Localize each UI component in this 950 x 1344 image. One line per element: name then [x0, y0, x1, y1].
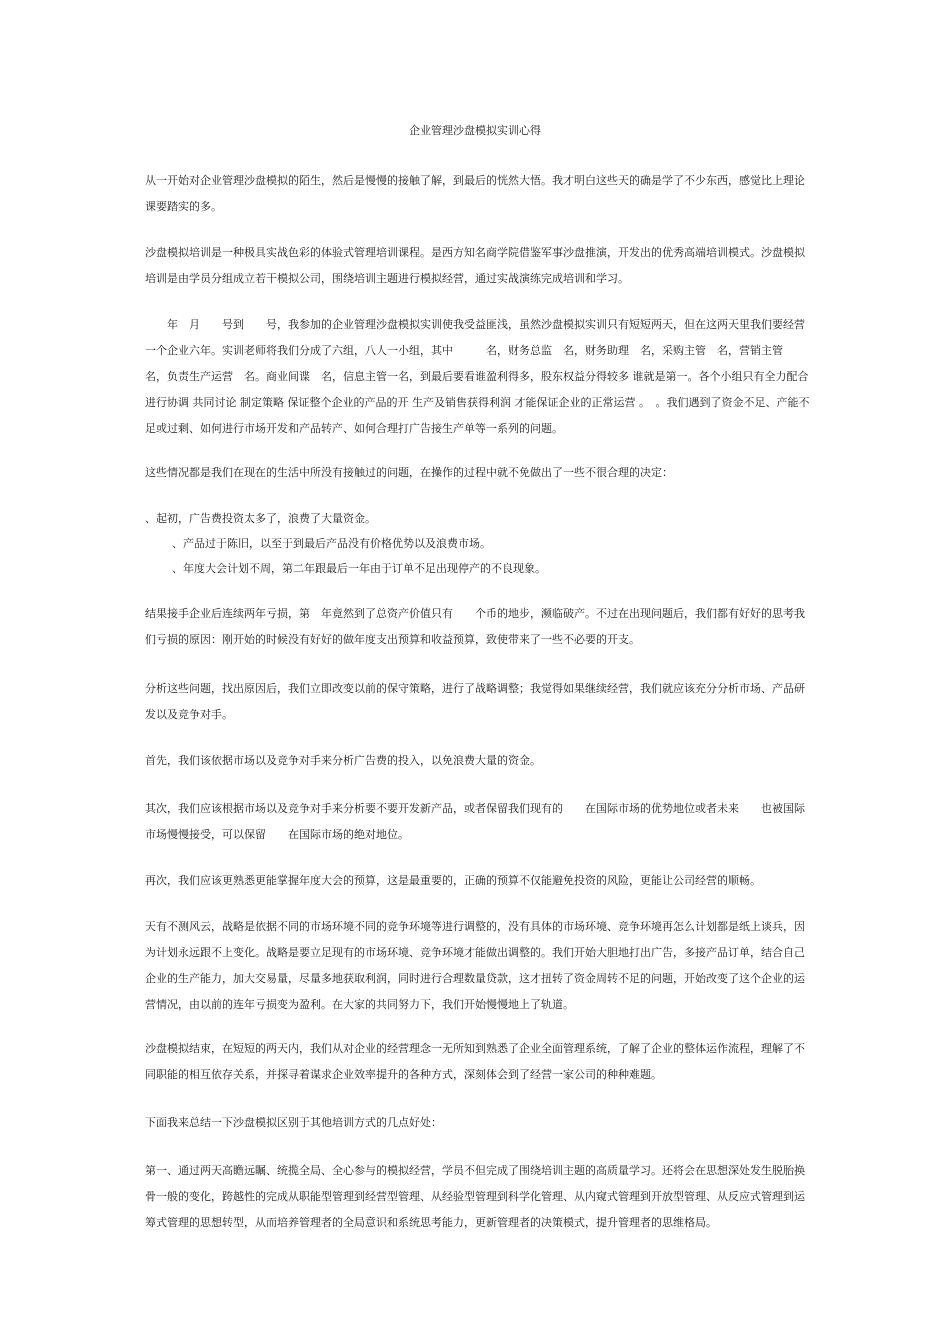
paragraph-losses: 结果接手企业后连续两年亏损，第 年竟然到了总资产价值只有 个币的地步，濒临破产。不过在出现问题后，我们都有好好的思考我们亏损的原因：刚开始的时候没有好好的做年度支出预算和收益预算，致使带来了一些不必要的开支。: [145, 607, 805, 646]
paragraph-training-experience: 年 月 号到 号，我参加的企业管理沙盘模拟实训使我受益匪浅，虽然沙盘模拟实训只有短短两天，但在这两天里我们要经营一个企业六年。实训老师将我们分成了六组，八人一小组，其中 名，财务总监 名，财务助理 名，采购主管 名，营销主管 名，负责生产运营 名。商业间谍 名，信息主管一名，到最后要看谁盈利得多，股东权益分得较多 谁就是第一。各个小组只有全力配合 进行协调 共同讨论 制定策略 保证整个企业的产品的开 生产及销售获得利润 才能保证企业的正常运营 。 。我们遇到了资金不足、产能不足或过剩、如何进行市场开发和产品转产、如何合理打广告接生产单等一系列的问题。: [145, 318, 810, 435]
paragraph-analysis: 分析这些问题，找出原因后，我们立即改变以前的保守策略，进行了战略调整；我觉得如果继续经营，我们就应该充分分析市场、产品研发以及竞争对手。: [145, 682, 805, 721]
list-item: 、产品过于陈旧，以至于到最后产品没有价格优势以及浪费市场。: [172, 537, 491, 550]
paragraph-summary-intro: 下面我来总结一下沙盘模拟区别于其他培训方式的几点好处：: [145, 1116, 442, 1129]
paragraph-third: 再次，我们应该更熟悉更能掌握年度大会的预算，这是最重要的，正确的预算不仅能避免投资的风险，更能让公司经营的顺畅。: [145, 874, 761, 887]
paragraph-benefit-one: 第一、通过两天高瞻远瞩、统揽全局、全心参与的模拟经营，学员不但完成了围绕培训主题的高质量学习。还将会在思想深处发生脱胎换骨一般的变化，跨越性的完成从职能型管理到经营型管理、从经验型管理到科学化管理、从内窥式管理到开放型管理、从反应式管理到运筹式管理的思想转型，从而培养管理者的全局意识和系统思考能力，更新管理者的决策模式，提升管理者的思维格局。: [145, 1164, 805, 1229]
paragraph-intro: 从一开始对企业管理沙盘模拟的陌生，然后是慢慢的接触了解，到最后的恍然大悟。我才明白这些天的确是学了不少东西，感觉比上理论课要踏实的多。: [145, 174, 805, 213]
paragraph-sandbox-training: 沙盘模拟培训是一种极具实战色彩的体验式管理培训课程。是西方知名商学院借鉴军事沙盘推演，开发出的优秀高端培训模式。沙盘模拟培训是由学员分组成立若干模拟公司，围绕培训主题进行模拟经营，通过实战演练完成培训和学习。: [145, 246, 805, 285]
paragraph-strategy: 天有不测风云，战略是依据不同的市场环境不同的竞争环境等进行调整的，没有具体的市场环境、竞争环境再怎么计划都是纸上谈兵，因为计划永远跟不上变化。战略是要立足现有的市场环境、竞争环境才能做出调整的。我们开始大胆地打出广告，多接产品订单，结合自己企业的生产能力，加大交易量，尽量多地获取利润，同时进行合理数量贷款，这才扭转了资金周转不足的问题，开始改变了这个企业的运营情况，由以前的连年亏损变为盈利。在大家的共同努力下，我们开始慢慢地上了轨道。: [145, 920, 805, 1011]
list-item: 、起初，广告费投资太多了，浪费了大量资金。: [145, 512, 376, 525]
document-title: 企业管理沙盘模拟实训心得: [409, 124, 541, 137]
paragraph-second: 其次，我们应该根据市场以及竞争对手来分析要不要开发新产品，或者保留我们现有的 在国际市场的优势地位或者未来 也被国际市场慢慢接受，可以保留 在国际市场的绝对地位。: [145, 802, 805, 841]
paragraph-first: 首先，我们该依据市场以及竞争对手来分析广告费的投入，以免浪费大量的资金。: [145, 754, 541, 767]
paragraph-situations: 这些情况都是我们在现在的生活中所没有接触过的问题，在操作的过程中就不免做出了一些不很合理的决定：: [145, 466, 673, 479]
list-item: 、年度大会计划不周，第二年跟最后一年由于订单不足出现停产的不良现象。: [172, 562, 546, 575]
paragraph-conclusion: 沙盘模拟结束，在短短的两天内，我们从对企业的经营理念一无所知到熟悉了企业全面管理系统，了解了企业的整体运作流程，理解了不同职能的相互依存关系，并探寻着谋求企业效率提升的各种方式，深刻体会到了经营一家公司的种种难题。: [145, 1042, 805, 1081]
